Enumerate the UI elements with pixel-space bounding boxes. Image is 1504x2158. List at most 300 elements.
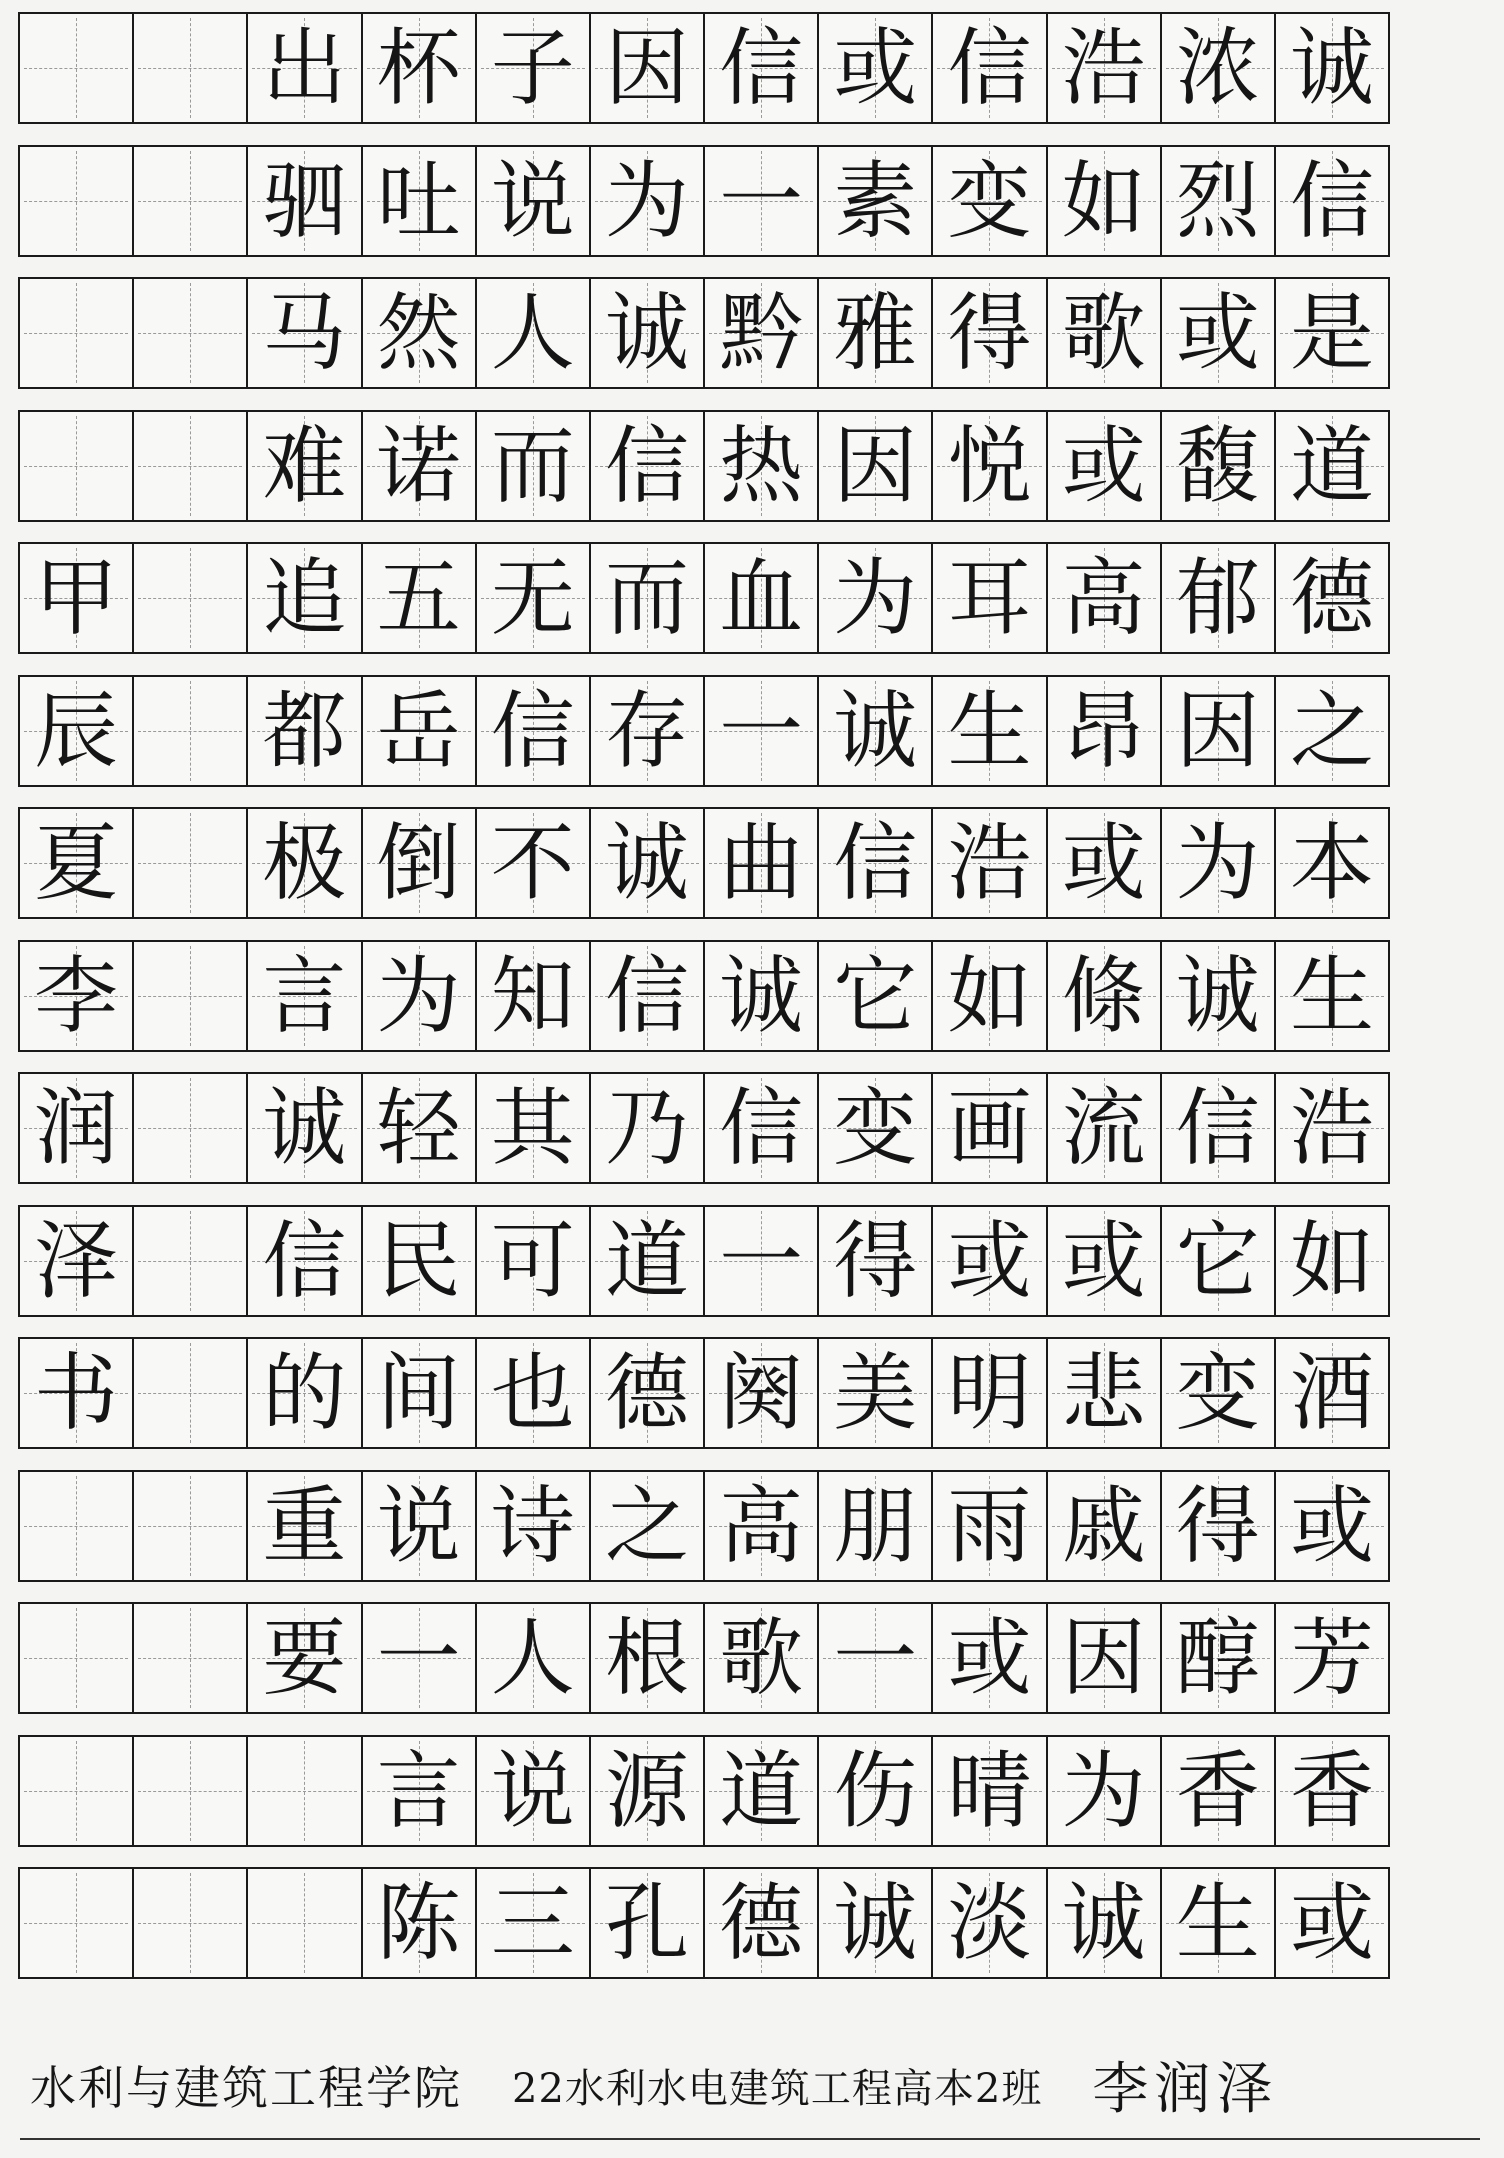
handwritten-character: 歌 xyxy=(719,1609,804,1707)
handwritten-character: 或 xyxy=(1061,1211,1146,1310)
handwritten-character: 源 xyxy=(604,1741,689,1840)
handwritten-character: 变 xyxy=(947,151,1032,250)
handwritten-character: 高 xyxy=(719,1476,804,1575)
handwritten-character: 变 xyxy=(1175,1344,1260,1442)
handwritten-character: 浩 xyxy=(947,814,1032,912)
grid-cell xyxy=(134,544,248,652)
grid-cell xyxy=(20,412,134,520)
handwritten-character: 郁 xyxy=(1175,549,1260,647)
college-name: 水利与建筑工程学院 xyxy=(30,2061,462,2115)
handwritten-character: 知 xyxy=(490,946,575,1045)
handwritten-character: 马 xyxy=(262,284,347,382)
handwritten-character: 杯 xyxy=(376,19,461,117)
grid-cell xyxy=(248,14,362,122)
grid-cell xyxy=(20,1074,134,1182)
handwritten-character: 陈 xyxy=(376,1874,461,1972)
handwritten-character: 三 xyxy=(490,1874,575,1972)
grid-cell xyxy=(933,942,1047,1050)
grid-cell xyxy=(1276,1737,1388,1845)
grid-cell xyxy=(819,1472,933,1580)
grid-row xyxy=(18,410,1390,522)
grid-cell xyxy=(1162,1737,1276,1845)
handwritten-character: 淡 xyxy=(947,1874,1032,1972)
handwritten-character: 條 xyxy=(1061,946,1146,1045)
handwritten-character: 倒 xyxy=(376,814,461,912)
grid-cell xyxy=(591,1074,705,1182)
grid-cell xyxy=(819,677,933,785)
author-name: 李润泽 xyxy=(1092,2057,1279,2122)
handwritten-character: 诚 xyxy=(1175,946,1260,1045)
grid-cell xyxy=(20,1737,134,1845)
grid-cell xyxy=(1276,1074,1388,1182)
grid-cell xyxy=(1276,544,1388,652)
handwritten-character: 道 xyxy=(604,1211,689,1310)
grid-cell xyxy=(363,1207,477,1315)
grid-cell xyxy=(20,942,134,1050)
grid-cell xyxy=(933,1207,1047,1315)
grid-cell xyxy=(819,1869,933,1977)
handwritten-character: 出 xyxy=(262,19,347,117)
grid-cell xyxy=(248,1737,362,1845)
handwritten-character: 耳 xyxy=(947,549,1032,647)
grid-cell xyxy=(591,412,705,520)
handwritten-character: 人 xyxy=(490,1609,575,1707)
grid-cell xyxy=(134,279,248,387)
handwritten-character: 为 xyxy=(1061,1741,1146,1840)
handwritten-character: 素 xyxy=(833,151,918,250)
handwritten-character: 极 xyxy=(262,814,347,912)
handwritten-character: 或 xyxy=(1289,1476,1374,1575)
grid-cell xyxy=(363,1339,477,1447)
grid-cell xyxy=(819,544,933,652)
handwritten-character: 它 xyxy=(1175,1211,1260,1310)
grid-cell xyxy=(933,1339,1047,1447)
handwritten-character: 或 xyxy=(947,1609,1032,1707)
handwritten-character: 或 xyxy=(1175,284,1260,382)
grid-cell xyxy=(933,809,1047,917)
grid-cell xyxy=(477,1207,591,1315)
handwritten-character: 孔 xyxy=(604,1874,689,1972)
handwritten-character: 浩 xyxy=(1289,1079,1374,1177)
handwritten-character: 诚 xyxy=(719,946,804,1045)
handwritten-character: 德 xyxy=(604,1344,689,1442)
grid-cell xyxy=(248,1869,362,1977)
grid-cell xyxy=(1162,1339,1276,1447)
handwritten-character: 因 xyxy=(1061,1609,1146,1707)
grid-cell xyxy=(705,1869,819,1977)
grid-cell xyxy=(1276,677,1388,785)
handwritten-character: 晴 xyxy=(947,1741,1032,1840)
grid-cell xyxy=(1048,14,1162,122)
grid-cell xyxy=(363,1869,477,1977)
grid-cell xyxy=(705,1604,819,1712)
handwritten-character: 辰 xyxy=(34,681,119,780)
grid-cell xyxy=(1276,1472,1388,1580)
handwritten-character: 言 xyxy=(376,1741,461,1840)
grid-cell xyxy=(1162,942,1276,1050)
grid-cell xyxy=(248,809,362,917)
handwritten-character: 画 xyxy=(947,1079,1032,1177)
handwritten-character: 书 xyxy=(34,1344,119,1442)
handwritten-character: 生 xyxy=(1289,946,1374,1045)
handwritten-character: 轻 xyxy=(376,1079,461,1177)
grid-cell xyxy=(1048,147,1162,255)
grid-row xyxy=(18,1867,1390,1979)
grid-cell xyxy=(477,809,591,917)
handwritten-character: 朋 xyxy=(833,1476,918,1575)
handwritten-character: 诚 xyxy=(604,814,689,912)
handwritten-character: 道 xyxy=(1289,416,1374,515)
handwritten-character: 变 xyxy=(833,1079,918,1177)
handwritten-character: 本 xyxy=(1289,814,1374,912)
grid-cell xyxy=(20,147,134,255)
grid-cell xyxy=(134,809,248,917)
handwritten-character: 驷 xyxy=(262,151,347,250)
handwritten-character: 为 xyxy=(1175,814,1260,912)
grid-cell xyxy=(20,1472,134,1580)
handwritten-character: 根 xyxy=(604,1609,689,1707)
grid-cell xyxy=(933,544,1047,652)
grid-cell xyxy=(1048,544,1162,652)
handwritten-character: 信 xyxy=(604,946,689,1045)
grid-cell xyxy=(248,1472,362,1580)
handwritten-character: 的 xyxy=(262,1344,347,1442)
grid-row xyxy=(18,675,1390,787)
grid-cell xyxy=(134,147,248,255)
grid-cell xyxy=(1276,809,1388,917)
grid-cell xyxy=(134,1604,248,1712)
handwritten-character: 或 xyxy=(1289,1874,1374,1972)
handwritten-character: 诚 xyxy=(1289,19,1374,117)
grid-cell xyxy=(134,942,248,1050)
grid-cell xyxy=(20,14,134,122)
grid-cell xyxy=(1048,1207,1162,1315)
handwritten-character: 香 xyxy=(1289,1741,1374,1840)
grid-cell xyxy=(1162,1074,1276,1182)
grid-row xyxy=(18,940,1390,1052)
grid-cell xyxy=(477,279,591,387)
grid-cell xyxy=(1162,1869,1276,1977)
grid-cell xyxy=(933,1604,1047,1712)
handwritten-character: 为 xyxy=(833,549,918,647)
grid-cell xyxy=(591,1869,705,1977)
handwritten-character: 雅 xyxy=(833,284,918,382)
grid-row xyxy=(18,542,1390,654)
grid-cell xyxy=(819,1737,933,1845)
grid-cell xyxy=(819,1604,933,1712)
grid-cell xyxy=(134,14,248,122)
grid-cell xyxy=(705,279,819,387)
handwritten-character: 吐 xyxy=(376,151,461,250)
handwritten-character: 诗 xyxy=(490,1476,575,1575)
grid-cell xyxy=(591,942,705,1050)
handwritten-character: 乃 xyxy=(604,1079,689,1177)
grid-cell xyxy=(1276,1207,1388,1315)
grid-cell xyxy=(477,14,591,122)
handwritten-character: 因 xyxy=(1175,681,1260,780)
grid-cell xyxy=(591,677,705,785)
handwritten-character: 浓 xyxy=(1175,19,1260,117)
grid-cell xyxy=(933,677,1047,785)
grid-cell xyxy=(1162,677,1276,785)
grid-cell xyxy=(477,1472,591,1580)
grid-cell xyxy=(1162,809,1276,917)
grid-cell xyxy=(134,1074,248,1182)
handwritten-character: 信 xyxy=(719,1079,804,1177)
grid-row xyxy=(18,1735,1390,1847)
grid-cell xyxy=(705,14,819,122)
grid-cell xyxy=(363,677,477,785)
grid-cell xyxy=(705,677,819,785)
handwritten-character: 也 xyxy=(490,1344,575,1442)
class-name: 22水利水电建筑工程高本2班 xyxy=(512,2065,1043,2112)
grid-row xyxy=(18,1602,1390,1714)
grid-cell xyxy=(1048,942,1162,1050)
handwritten-character: 诚 xyxy=(262,1079,347,1177)
handwritten-character: 或 xyxy=(1061,814,1146,912)
handwritten-character: 美 xyxy=(833,1344,918,1442)
grid-cell xyxy=(1276,279,1388,387)
grid-cell xyxy=(705,942,819,1050)
handwritten-character: 因 xyxy=(604,19,689,117)
grid-cell xyxy=(705,412,819,520)
grid-cell xyxy=(705,147,819,255)
grid-cell xyxy=(477,677,591,785)
handwritten-character: 血 xyxy=(719,549,804,647)
grid-cell xyxy=(705,544,819,652)
handwritten-character: 而 xyxy=(604,549,689,647)
grid-cell xyxy=(1276,14,1388,122)
grid-cell xyxy=(819,809,933,917)
handwritten-character: 或 xyxy=(833,19,918,117)
handwritten-character: 如 xyxy=(947,946,1032,1045)
handwritten-character: 润 xyxy=(34,1079,119,1177)
handwritten-character: 曲 xyxy=(719,814,804,912)
grid-cell xyxy=(20,1339,134,1447)
grid-cell xyxy=(1162,412,1276,520)
handwritten-character: 伤 xyxy=(833,1741,918,1840)
grid-cell xyxy=(477,942,591,1050)
grid-cell xyxy=(933,1472,1047,1580)
grid-cell xyxy=(477,147,591,255)
grid-cell xyxy=(363,147,477,255)
handwritten-character: 信 xyxy=(1289,151,1374,250)
grid-row xyxy=(18,277,1390,389)
handwritten-character: 信 xyxy=(947,19,1032,117)
grid-cell xyxy=(705,1074,819,1182)
handwritten-character: 甲 xyxy=(34,549,119,647)
grid-cell xyxy=(134,1339,248,1447)
grid-cell xyxy=(705,1339,819,1447)
handwritten-character: 馥 xyxy=(1175,416,1260,515)
grid-cell xyxy=(1048,279,1162,387)
handwritten-character: 追 xyxy=(262,549,347,647)
handwritten-character: 它 xyxy=(833,946,918,1045)
grid-cell xyxy=(363,1737,477,1845)
handwritten-character: 如 xyxy=(1289,1211,1374,1310)
handwritten-character: 流 xyxy=(1061,1079,1146,1177)
handwritten-character: 一 xyxy=(376,1609,461,1707)
handwritten-character: 高 xyxy=(1061,549,1146,647)
grid-cell xyxy=(477,412,591,520)
grid-cell xyxy=(363,544,477,652)
handwritten-character: 一 xyxy=(719,681,804,780)
handwritten-character: 悲 xyxy=(1061,1344,1146,1442)
signature-line xyxy=(30,2040,1470,2130)
grid-cell xyxy=(248,942,362,1050)
grid-cell xyxy=(933,279,1047,387)
handwritten-character: 歌 xyxy=(1061,284,1146,382)
grid-cell xyxy=(363,14,477,122)
grid-cell xyxy=(134,412,248,520)
grid-cell xyxy=(1276,147,1388,255)
handwritten-character: 泽 xyxy=(34,1211,119,1310)
grid-cell xyxy=(819,942,933,1050)
handwritten-character: 是 xyxy=(1289,284,1374,382)
grid-cell xyxy=(1162,1604,1276,1712)
handwritten-character: 说 xyxy=(490,151,575,250)
grid-row xyxy=(18,807,1390,919)
handwritten-character: 岳 xyxy=(376,681,461,780)
grid-cell xyxy=(363,1604,477,1712)
grid-cell xyxy=(1048,1604,1162,1712)
grid-cell xyxy=(477,1869,591,1977)
handwritten-character: 雨 xyxy=(947,1476,1032,1575)
handwritten-character: 信 xyxy=(1175,1079,1260,1177)
grid-cell xyxy=(819,279,933,387)
grid-cell xyxy=(1276,1869,1388,1977)
grid-cell xyxy=(363,279,477,387)
handwritten-character: 悦 xyxy=(947,416,1032,515)
grid-cell xyxy=(477,1339,591,1447)
handwritten-character: 信 xyxy=(490,681,575,780)
handwritten-character: 黔 xyxy=(719,284,804,382)
footer-divider xyxy=(20,2138,1480,2140)
grid-cell xyxy=(1048,677,1162,785)
grid-cell xyxy=(1048,1869,1162,1977)
handwritten-character: 因 xyxy=(833,416,918,515)
grid-cell xyxy=(134,677,248,785)
grid-cell xyxy=(363,942,477,1050)
grid-cell xyxy=(477,544,591,652)
grid-cell xyxy=(134,1737,248,1845)
grid-cell xyxy=(20,544,134,652)
grid-cell xyxy=(591,1737,705,1845)
handwritten-character: 夏 xyxy=(34,814,119,912)
handwritten-character: 或 xyxy=(947,1211,1032,1310)
grid-cell xyxy=(248,1604,362,1712)
grid-cell xyxy=(591,1472,705,1580)
grid-cell xyxy=(705,1737,819,1845)
handwritten-character: 李 xyxy=(34,946,119,1045)
grid-cell xyxy=(363,412,477,520)
handwritten-character: 都 xyxy=(262,681,347,780)
grid-cell xyxy=(20,279,134,387)
grid-cell xyxy=(477,1074,591,1182)
grid-cell xyxy=(1276,412,1388,520)
handwritten-character: 热 xyxy=(719,416,804,515)
grid-cell xyxy=(933,147,1047,255)
handwritten-character: 存 xyxy=(604,681,689,780)
grid-cell xyxy=(591,809,705,917)
grid-cell xyxy=(1162,14,1276,122)
handwritten-character: 明 xyxy=(947,1344,1032,1442)
handwritten-character: 言 xyxy=(262,946,347,1045)
grid-cell xyxy=(819,412,933,520)
handwritten-character: 无 xyxy=(490,549,575,647)
handwritten-character: 一 xyxy=(719,1211,804,1310)
handwritten-character: 之 xyxy=(604,1476,689,1575)
handwritten-character: 要 xyxy=(262,1609,347,1707)
grid-cell xyxy=(477,1737,591,1845)
handwritten-character: 信 xyxy=(719,19,804,117)
grid-cell xyxy=(1048,809,1162,917)
handwritten-character: 香 xyxy=(1175,1741,1260,1840)
grid-cell xyxy=(1162,147,1276,255)
grid-cell xyxy=(1276,1604,1388,1712)
handwritten-character: 德 xyxy=(1289,549,1374,647)
grid-cell xyxy=(20,809,134,917)
grid-row xyxy=(18,12,1390,124)
handwritten-character: 阕 xyxy=(719,1344,804,1442)
grid-cell xyxy=(248,1074,362,1182)
grid-cell xyxy=(933,1869,1047,1977)
handwritten-character: 醇 xyxy=(1175,1609,1260,1707)
handwritten-character: 得 xyxy=(833,1211,918,1310)
handwritten-character: 人 xyxy=(490,284,575,382)
grid-cell xyxy=(134,1207,248,1315)
grid-cell xyxy=(819,14,933,122)
handwritten-character: 戚 xyxy=(1061,1476,1146,1575)
grid-cell xyxy=(1276,942,1388,1050)
grid-cell xyxy=(933,1737,1047,1845)
handwritten-character: 诚 xyxy=(1061,1874,1146,1972)
handwritten-character: 得 xyxy=(1175,1476,1260,1575)
grid-cell xyxy=(933,14,1047,122)
grid-cell xyxy=(248,147,362,255)
grid-cell xyxy=(591,14,705,122)
handwritten-character: 或 xyxy=(1061,416,1146,515)
grid-cell xyxy=(20,1869,134,1977)
grid-cell xyxy=(705,1207,819,1315)
handwritten-character: 德 xyxy=(719,1874,804,1972)
grid-row xyxy=(18,1337,1390,1449)
grid-cell xyxy=(1162,1207,1276,1315)
handwritten-character: 而 xyxy=(490,416,575,515)
grid-cell xyxy=(248,677,362,785)
handwritten-character: 其 xyxy=(490,1079,575,1177)
handwritten-character: 诚 xyxy=(833,1874,918,1972)
grid-cell xyxy=(20,677,134,785)
handwritten-character: 间 xyxy=(376,1344,461,1442)
grid-cell xyxy=(1162,544,1276,652)
grid-cell xyxy=(20,1207,134,1315)
grid-cell xyxy=(705,809,819,917)
handwritten-character: 信 xyxy=(833,814,918,912)
handwritten-character: 说 xyxy=(490,1741,575,1840)
handwritten-character: 信 xyxy=(262,1211,347,1310)
handwritten-character: 然 xyxy=(376,284,461,382)
handwritten-character: 一 xyxy=(719,151,804,250)
handwritten-character: 说 xyxy=(376,1476,461,1575)
handwritten-character: 为 xyxy=(604,151,689,250)
grid-cell xyxy=(591,1207,705,1315)
handwritten-character: 诚 xyxy=(604,284,689,382)
grid-cell xyxy=(933,412,1047,520)
grid-cell xyxy=(134,1869,248,1977)
handwritten-character: 难 xyxy=(262,416,347,515)
grid-cell xyxy=(1048,1074,1162,1182)
